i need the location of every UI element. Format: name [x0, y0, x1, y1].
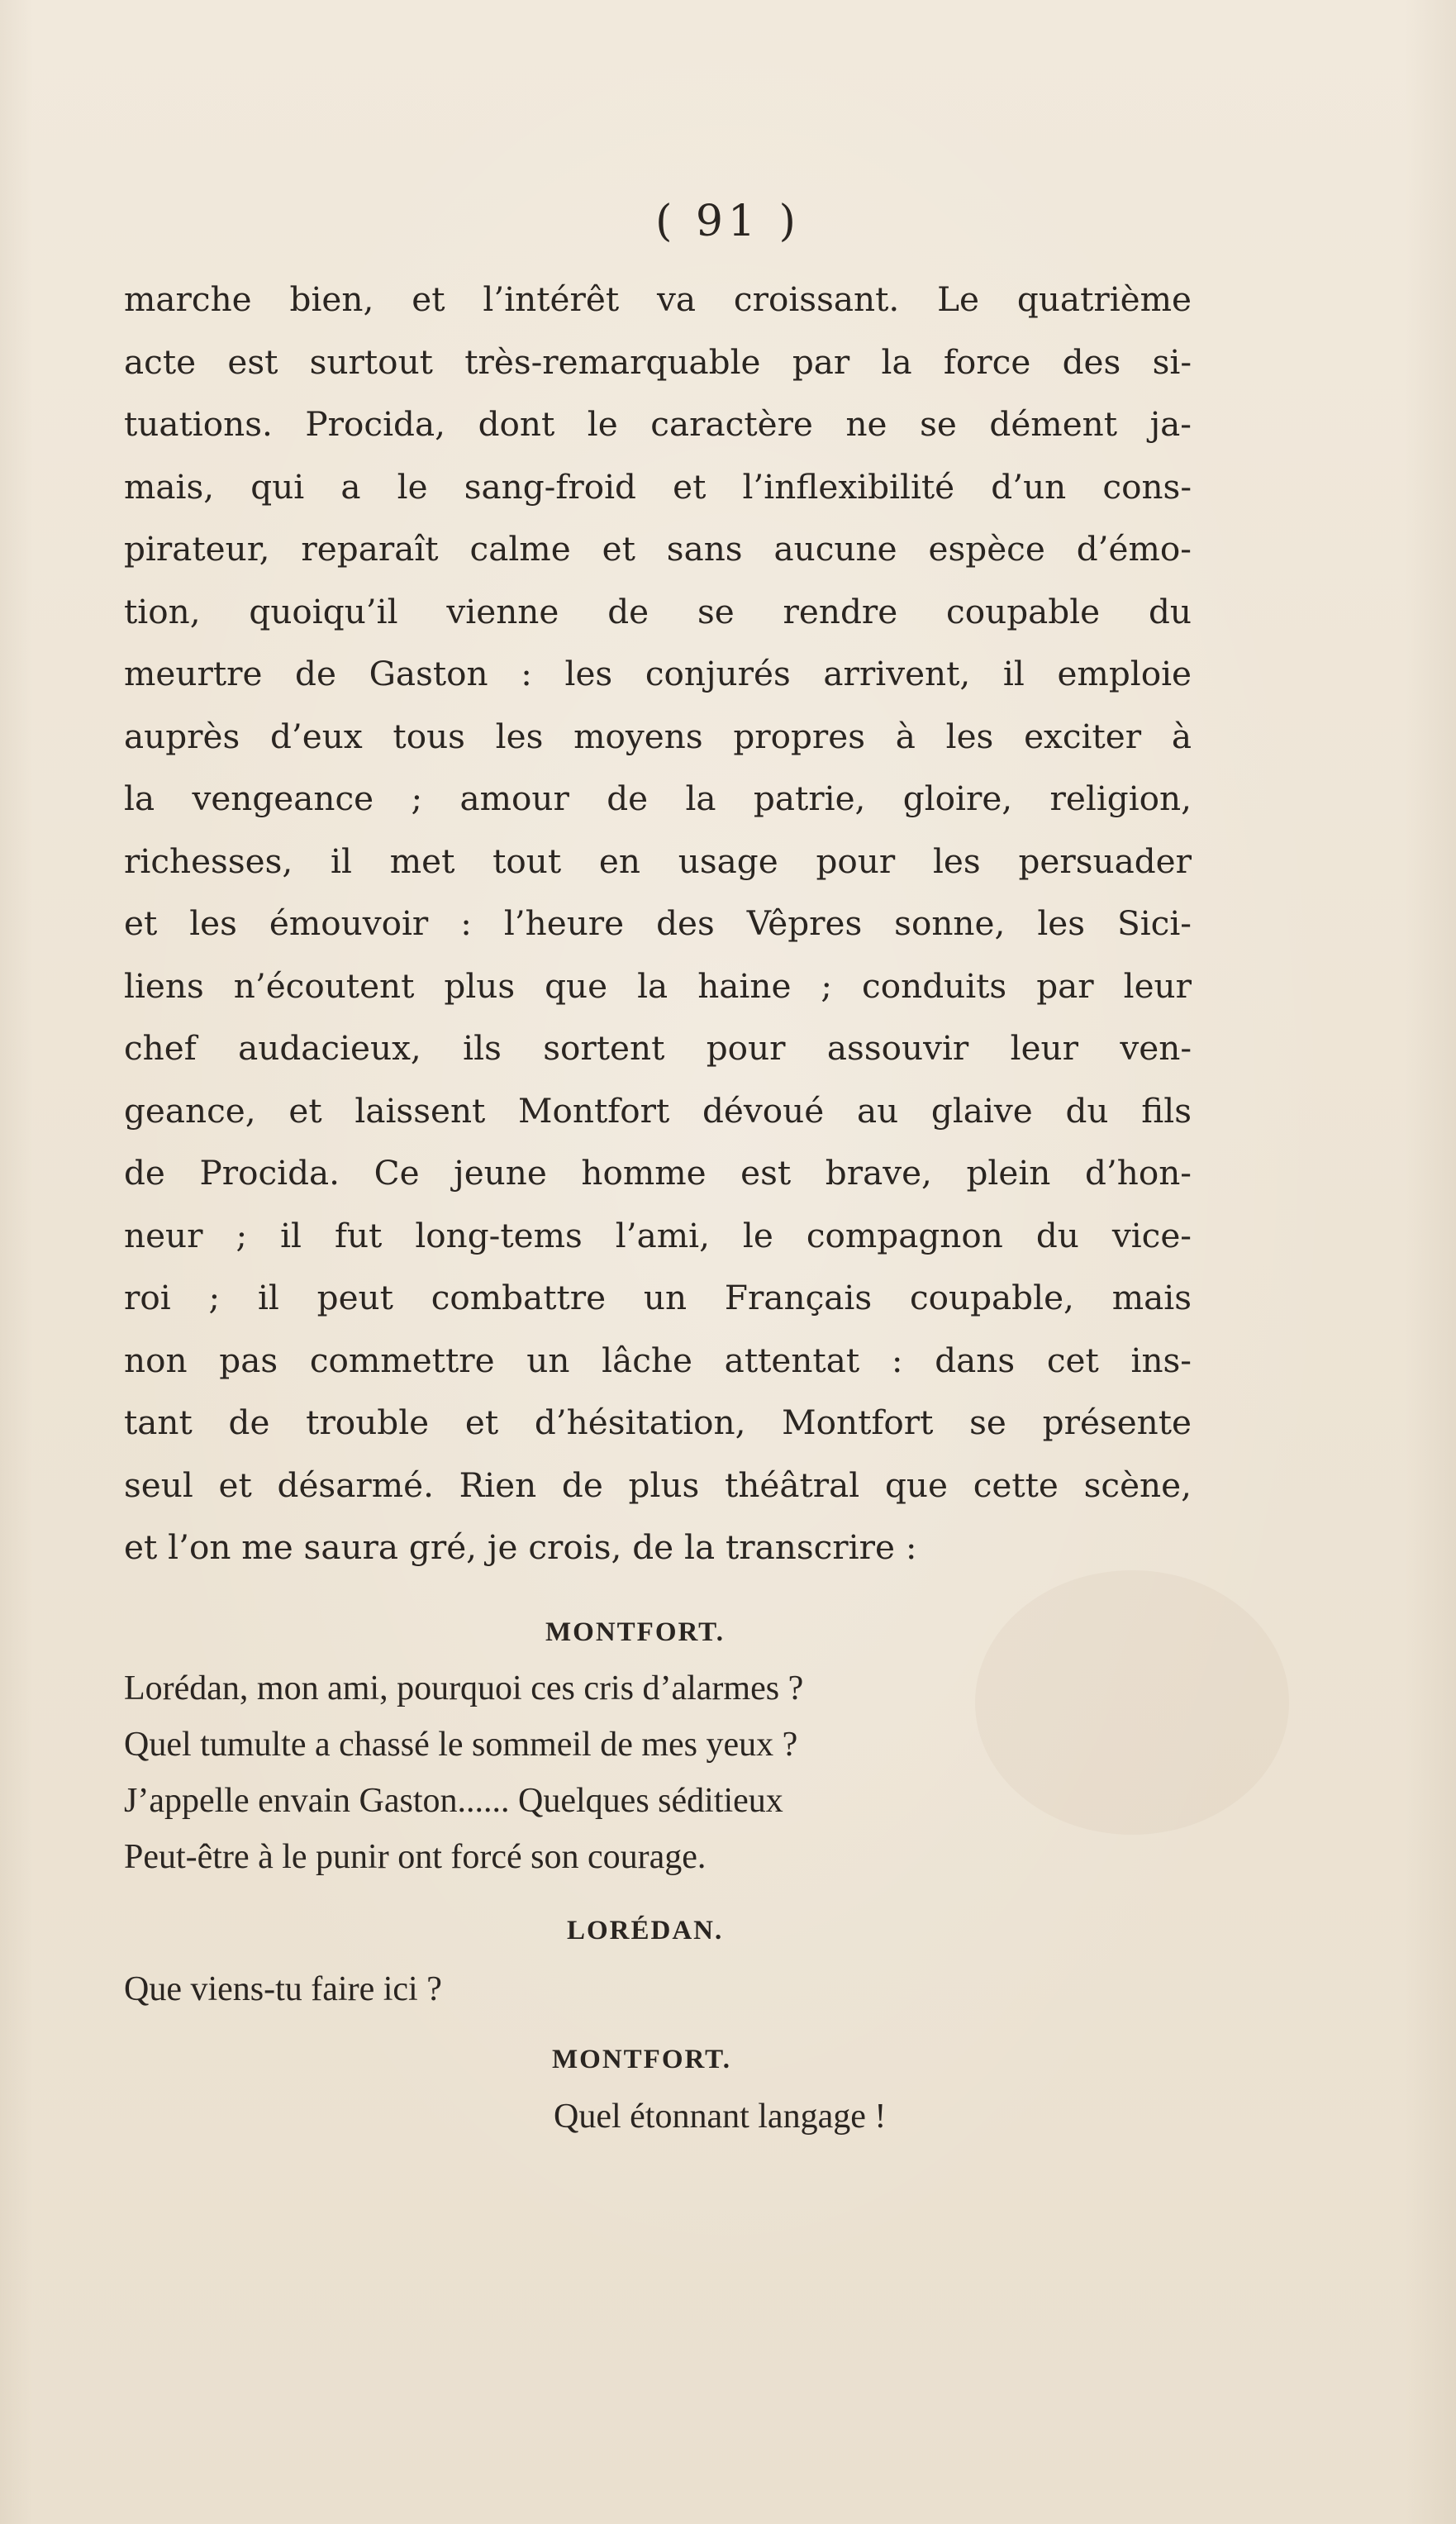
speaker-name-loredan: LORÉDAN.: [567, 1916, 724, 1945]
verse-line: J’appelle envain Gaston...... Quelques séditieux: [124, 1782, 783, 1820]
body-line: marche bien, et l’intérêt va croissant. Le quatrième: [124, 279, 1192, 319]
body-line: seul et désarmé. Rien de plus théâtral que cette scène,: [124, 1464, 1192, 1505]
body-line: roi ; il peut combattre un Français coupable, mais: [124, 1278, 1192, 1317]
verse-line: Quel tumulte a chassé le sommeil de mes yeux ?: [124, 1726, 798, 1764]
page-edge-shadow-left: [0, 0, 33, 2524]
body-line: acte est surtout très-remarquable par la force des si-: [124, 341, 1192, 382]
body-line: de Procida. Ce jeune homme est brave, plein d’hon-: [124, 1153, 1192, 1193]
body-line: non pas commettre un lâche attentat : dans cet ins-: [124, 1340, 1192, 1380]
body-line: chef audacieux, ils sortent pour assouvir leur ven-: [124, 1028, 1192, 1068]
verse-line: Peut-être à le punir ont forcé son courage.: [124, 1838, 707, 1876]
body-line: tuations. Procida, dont le caractère ne se dément ja-: [124, 404, 1192, 444]
page-edge-shadow-right: [1405, 0, 1456, 2524]
body-line: mais, qui a le sang-froid et l’inflexibilité d’un cons-: [124, 466, 1192, 507]
body-paragraph: [124, 269, 1192, 1579]
body-line: meurtre de Gaston : les conjurés arrivent, il emploie: [124, 654, 1192, 693]
body-line: geance, et laissent Montfort dévoué au glaive du fils: [124, 1090, 1192, 1131]
body-line: et les émouvoir : l’heure des Vêpres sonne, les Sici-: [124, 903, 1192, 943]
body-line: et l’on me saura gré, je crois, de la transcrire :: [124, 1527, 917, 1567]
speaker-name-montfort: MONTFORT.: [552, 2045, 731, 2074]
body-line: neur ; il fut long-tems l’ami, le compagnon du vice-: [124, 1215, 1192, 1255]
body-line: tion, quoiqu’il vienne de se rendre coupable du: [124, 591, 1192, 631]
speaker-name-montfort: MONTFORT.: [545, 1617, 725, 1647]
verse-line: Que viens-tu faire ici ?: [124, 1970, 442, 2008]
body-line: auprès d’eux tous les moyens propres à les exciter à: [124, 716, 1192, 756]
body-line: liens n’écoutent plus que la haine ; conduits par leur: [124, 965, 1192, 1006]
verse-line: Quel étonnant langage !: [554, 2098, 887, 2136]
verse-line: Lorédan, mon ami, pourquoi ces cris d’alarmes ?: [124, 1669, 804, 1707]
page-number: ( 91 ): [655, 197, 801, 246]
body-line: pirateur, reparaît calme et sans aucune espèce d’émo-: [124, 529, 1192, 569]
paper-stain: [975, 1570, 1289, 1835]
body-line: richesses, il met tout en usage pour les persuader: [124, 841, 1192, 881]
body-line: tant de trouble et d’hésitation, Montfort se présente: [124, 1402, 1192, 1442]
body-line: la vengeance ; amour de la patrie, gloire, religion,: [124, 779, 1192, 818]
